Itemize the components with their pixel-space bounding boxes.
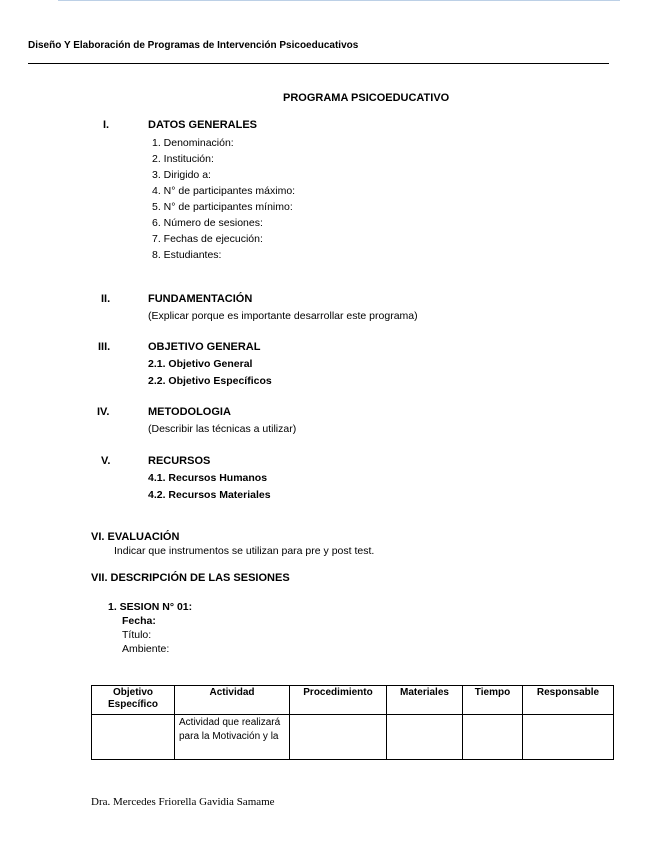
- section-7-title: VII. DESCRIPCIÓN DE LAS SESIONES: [91, 572, 290, 584]
- section-1-number: I.: [103, 119, 110, 131]
- table-cell: [290, 715, 387, 760]
- section-3-subitem-2: 2.2. Objetivo Específicos: [148, 375, 272, 387]
- section-6-description: Indicar que instrumentos se utilizan para pre y post test.: [114, 545, 375, 557]
- list-item: 1. Denominación:: [152, 137, 234, 149]
- session-title-label: Título:: [122, 629, 152, 641]
- section-5-subitem-2: 4.2. Recursos Materiales: [148, 489, 271, 501]
- list-item: 3. Dirigido a:: [152, 169, 211, 181]
- page-footer-author: Dra. Mercedes Friorella Gavidia Samame: [91, 796, 275, 808]
- list-item: 2. Institución:: [152, 153, 214, 165]
- table-cell: [92, 715, 175, 760]
- section-1-title: DATOS GENERALES: [148, 119, 257, 131]
- session-environment-label: Ambiente:: [122, 643, 170, 655]
- list-item: 4. N° de participantes máximo:: [152, 185, 296, 197]
- section-4-description: (Describir las técnicas a utilizar): [148, 423, 297, 435]
- general-data-list: [152, 135, 295, 263]
- table-cell: [463, 715, 523, 760]
- column-header: Actividad: [175, 686, 290, 715]
- document-title: PROGRAMA PSICOEDUCATIVO: [283, 92, 450, 104]
- header-divider: [28, 63, 609, 64]
- top-border-line: [58, 0, 620, 1]
- column-header: Responsable: [523, 686, 614, 715]
- section-3-number: III.: [98, 341, 111, 353]
- sessions-table: [91, 685, 614, 760]
- table-cell: [523, 715, 614, 760]
- section-2-number: II.: [101, 293, 111, 305]
- page-header: Diseño Y Elaboración de Programas de Intervención Psicoeducativos: [28, 40, 359, 51]
- session-heading: 1. SESION N° 01:: [108, 601, 193, 613]
- section-3-title: OBJETIVO GENERAL: [148, 341, 261, 353]
- column-header: Objetivo Específico: [92, 686, 175, 715]
- list-item: 8. Estudiantes:: [152, 249, 222, 261]
- column-header: Materiales: [387, 686, 463, 715]
- table-cell: Actividad que realizará para la Motivación y la: [175, 715, 290, 760]
- table-cell: [387, 715, 463, 760]
- section-3-subitem-1: 2.1. Objetivo General: [148, 358, 253, 370]
- section-4-number: IV.: [97, 406, 110, 418]
- column-header: Tiempo: [463, 686, 523, 715]
- table-row: [92, 715, 614, 760]
- section-2-description: (Explicar porque es importante desarrollar este programa): [148, 310, 418, 322]
- column-header: Procedimiento: [290, 686, 387, 715]
- section-5-title: RECURSOS: [148, 455, 211, 467]
- section-6-title: VI. EVALUACIÓN: [91, 531, 180, 543]
- list-item: 6. Número de sesiones:: [152, 217, 263, 229]
- section-4-title: METODOLOGIA: [148, 406, 231, 418]
- session-date-label: Fecha:: [122, 615, 156, 627]
- table-header-row: [92, 686, 614, 715]
- section-5-number: V.: [101, 455, 111, 467]
- list-item: 5. N° de participantes mínimo:: [152, 201, 293, 213]
- section-5-subitem-1: 4.1. Recursos Humanos: [148, 472, 268, 484]
- list-item: 7. Fechas de ejecución:: [152, 233, 263, 245]
- section-2-title: FUNDAMENTACIÓN: [148, 293, 253, 305]
